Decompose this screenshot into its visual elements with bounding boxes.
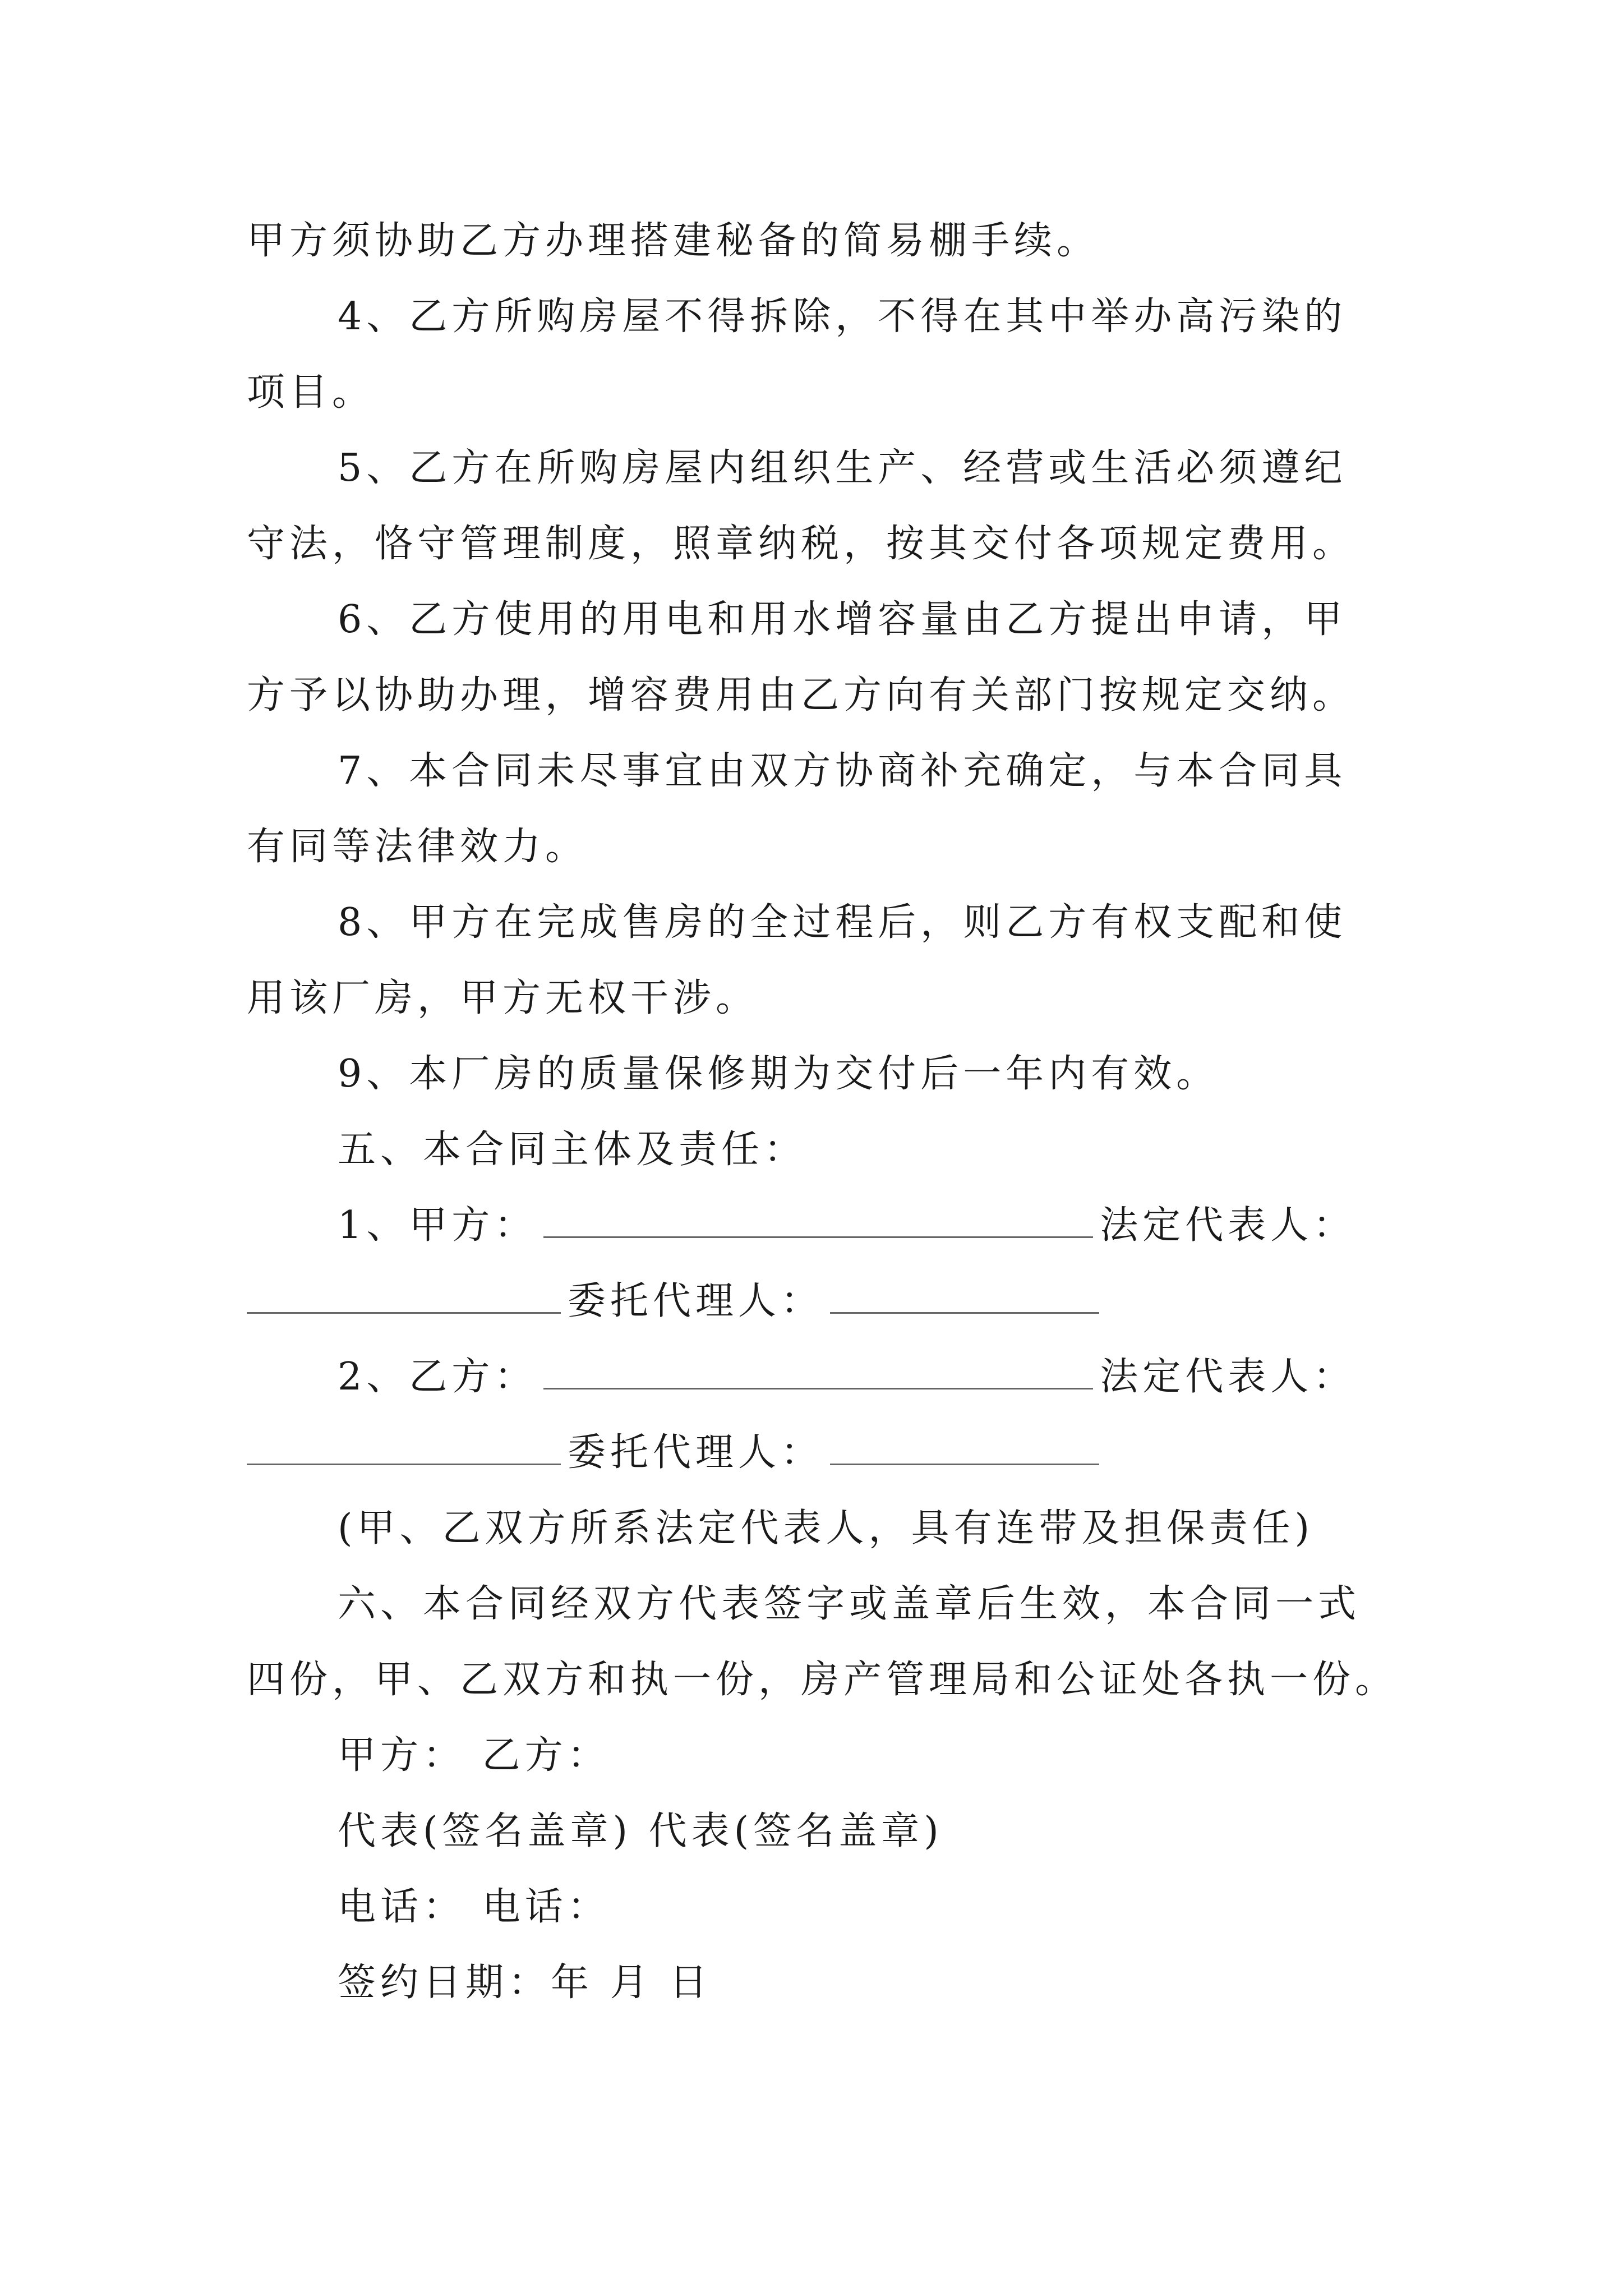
clause-5: 5、乙方在所购房屋内组织生产、经营或生活必须遵纪: [338, 446, 1347, 490]
clause-5-cont: 守法，恪守管理制度，照章纳税，按其交付各项规定费用。: [247, 522, 1355, 566]
party-b-legal-rep-blank: [247, 1429, 561, 1465]
party-b-agent-label: 委托代理人：: [568, 1430, 824, 1475]
clause-8: 8、甲方在完成售房的全过程后，则乙方有权支配和使: [338, 900, 1347, 945]
paragraph-line: 甲方须协助乙方办理搭建秘备的简易棚手续。: [247, 219, 1100, 263]
party-a-legal-rep-blank: [247, 1277, 561, 1314]
signature-phones: 电话： 电话：: [338, 1885, 610, 1929]
party-b-line: [338, 1349, 1355, 1405]
clause-6-cont: 方予以协助办理，增容费用由乙方向有关部门按规定交纳。: [247, 673, 1355, 717]
party-b-legal-rep-label: 法定代表人：: [1100, 1355, 1356, 1399]
clause-4: 4、乙方所购房屋不得拆除，不得在其中举办高污染的: [338, 295, 1347, 339]
signing-date: 签约日期：年 月 日: [338, 1961, 712, 2005]
signature-representatives: 代表(签名盖章) 代表(签名盖章): [338, 1809, 943, 1853]
signature-parties: 甲方： 乙方：: [338, 1733, 610, 1778]
clause-7: 7、本合同未尽事宜由双方协商补充确定，与本合同具: [338, 749, 1347, 793]
clause-7-cont: 有同等法律效力。: [247, 825, 588, 869]
section-5-heading: 五、本合同主体及责任：: [338, 1128, 807, 1172]
party-b-agent-blank: [830, 1429, 1099, 1465]
party-a-agent-label: 委托代理人：: [568, 1279, 824, 1323]
clause-8-cont: 用该厂房，甲方无权干涉。: [247, 976, 759, 1020]
party-a-name-blank: [543, 1202, 1093, 1238]
party-a-label: 1、甲方：: [338, 1203, 537, 1248]
clause-4-cont: 项目。: [247, 370, 375, 415]
party-b-label: 2、乙方：: [338, 1355, 537, 1399]
party-b-agent-line: [247, 1425, 1106, 1481]
party-b-name-blank: [543, 1353, 1093, 1389]
party-a-agent-blank: [830, 1277, 1099, 1314]
clause-9: 9、本厂房的质量保修期为交付后一年内有效。: [338, 1052, 1219, 1096]
party-a-line: [338, 1198, 1355, 1254]
liability-note: (甲、乙双方所系法定代表人，具有连带及担保责任): [338, 1506, 1315, 1550]
clause-6: 6、乙方使用的用电和用水增容量由乙方提出申请，甲: [338, 597, 1347, 642]
party-a-legal-rep-label: 法定代表人：: [1100, 1203, 1356, 1248]
section-6: 六、本合同经双方代表签字或盖章后生效，本合同一式: [338, 1582, 1361, 1626]
section-6-cont: 四份，甲、乙双方和执一份，房产管理局和公证处各执一份。: [247, 1658, 1398, 1702]
party-a-agent-line: [247, 1273, 1106, 1329]
